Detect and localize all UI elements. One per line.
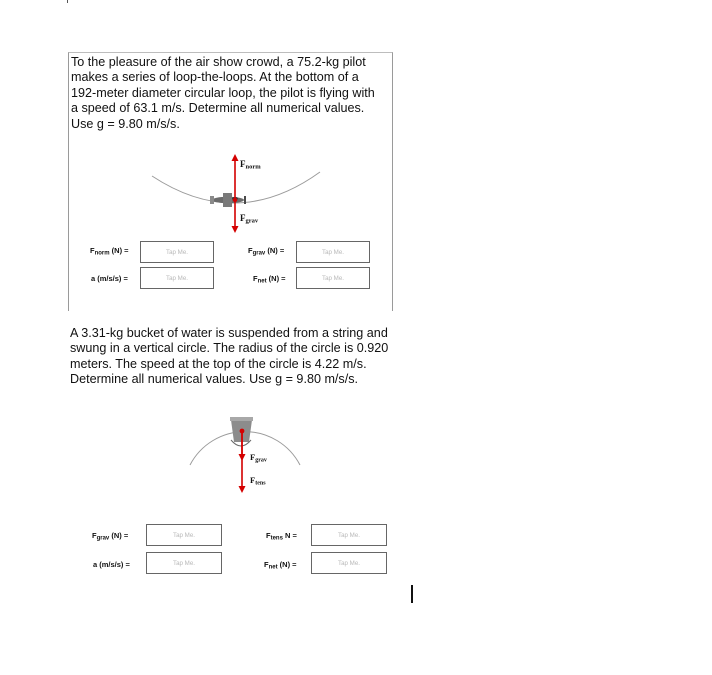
ftens-label: $F_{tens}$ N = [266,531,297,542]
ftens-diagram-label: $F_{tens}$ [250,475,266,487]
fgrav-label-1: $F_{grav}$ (N) = [248,246,285,257]
problem2-text: A 3.31-kg bucket of water is suspended from a string and swung in a vertical circle. The radius of the circle is 0.920 meters. The speed at the top of the circle is 4.22 m/s. Determine all numerical values. Use g = 9.80 m/s/s. [70,326,389,387]
fgrav-input-2[interactable] [146,524,222,546]
problem1-text: To the pleasure of the air show crowd, a 75.2-kg pilot makes a series of loop-the-loops. At the bottom of a 192-meter diameter circular loop, the pilot is flying with a speed of 63.1 m/s. Determine all numerical values. Use g = 9.80 m/s/s. [71,55,375,131]
circle-arc [190,432,300,465]
accel-input-2[interactable] [146,552,222,574]
ftens-input[interactable] [311,524,387,546]
fnorm-input[interactable] [140,241,214,263]
accel-input-1[interactable] [140,267,214,289]
accel-label-1: a (m/s/s) = [91,274,128,283]
accel-label-2: a (m/s/s) = [93,560,130,569]
fgrav-label-2: $F_{grav}$ (N) = [92,531,129,542]
fnorm-label: $F_{norm}$ (N) = [90,246,129,257]
fnet-label-2: $F_{net}$ (N) = [264,560,297,571]
top-edge-mark [67,0,68,3]
fgrav-input-1[interactable] [296,241,370,263]
fnet-input-2[interactable] [311,552,387,574]
text-cursor [411,585,413,603]
fnet-label-1: $F_{net}$ (N) = [253,274,286,285]
fnorm-diagram-label: $F_{norm}$ [240,159,261,171]
fgrav-diagram-label-1: $F_{grav}$ [240,213,259,225]
fnet-input-1[interactable] [296,267,370,289]
fgrav-diagram-label-2: $F_{grav}$ [250,452,267,464]
bucket-icon [230,417,253,446]
fgrav-arrow-2 [239,431,246,461]
ftens-arrow [239,431,246,493]
